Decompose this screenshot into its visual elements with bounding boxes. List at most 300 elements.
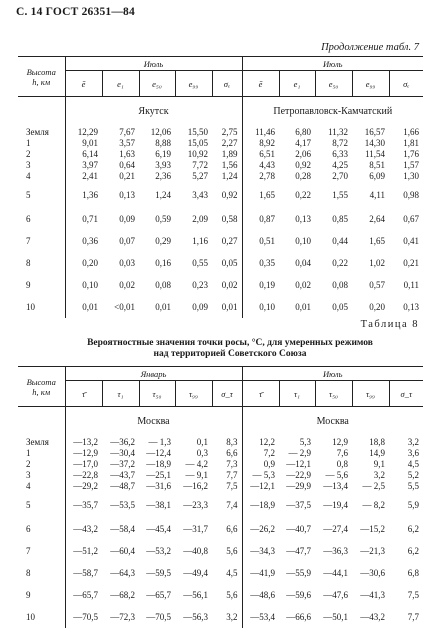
value-cell-right: 8,72 bbox=[332, 138, 349, 148]
value-cell-left: —31,6 bbox=[146, 481, 171, 491]
altitude-cell: 3 bbox=[18, 470, 65, 481]
altitude-cell: 3 bbox=[18, 160, 65, 171]
value-cell-left: —43,2 bbox=[73, 523, 98, 534]
value-cell-right: 14,9 bbox=[369, 448, 386, 458]
value-cell-right: 7,6 bbox=[336, 448, 349, 458]
value-cell-left: 0,08 bbox=[155, 279, 171, 290]
value-cell-right: 1,65 bbox=[259, 189, 276, 200]
value-cell-left: —53,2 bbox=[146, 545, 171, 556]
value-cell-right: 11,46 bbox=[255, 127, 276, 137]
table-row bbox=[18, 437, 423, 448]
value-cell-right: 0,05 bbox=[332, 301, 349, 312]
altitude-cell: 1 bbox=[18, 138, 65, 149]
value-cell-left: —51,2 bbox=[73, 545, 98, 556]
value-cell-left: 5,6 bbox=[212, 584, 242, 606]
altitude-cell: 10 bbox=[18, 606, 65, 628]
value-cell-right: 0,20 bbox=[369, 301, 386, 312]
value-cell-right: —37,5 bbox=[286, 499, 312, 510]
value-cell-right: —41,9 bbox=[250, 567, 276, 578]
value-cell-left: 1,63 bbox=[119, 149, 135, 159]
table-row bbox=[18, 230, 423, 252]
altitude-cell: 6 bbox=[18, 208, 65, 230]
value-cell-right: 6,33 bbox=[332, 149, 349, 159]
value-cell-right: 3,2 bbox=[373, 470, 386, 480]
value-cell-left: 6,19 bbox=[155, 149, 171, 159]
value-cell-left: 2,75 bbox=[212, 127, 242, 138]
value-cell-right: —12,1 bbox=[250, 481, 276, 491]
altitude-cell: 9 bbox=[18, 274, 65, 296]
value-cell-left: —59,5 bbox=[146, 567, 171, 578]
value-cell-right: 0,51 bbox=[259, 235, 276, 246]
city-left: Москва bbox=[65, 407, 242, 437]
value-cell-right: —41,3 bbox=[360, 589, 386, 600]
table-8-label: Таблица 8 bbox=[360, 319, 419, 330]
value-cell-right: 0,85 bbox=[332, 213, 349, 224]
value-cell-left: 1,56 bbox=[212, 160, 242, 171]
value-cell-left: 5,6 bbox=[212, 540, 242, 562]
table-row bbox=[18, 470, 423, 481]
table-row bbox=[18, 171, 423, 182]
value-cell-left: 1,36 bbox=[82, 189, 98, 200]
value-cell-right: —27,4 bbox=[323, 523, 349, 534]
value-cell-right: 1,65 bbox=[369, 235, 386, 246]
value-cell-left: —58,4 bbox=[110, 523, 135, 534]
value-cell-right: 4,5 bbox=[407, 459, 420, 469]
value-cell-left: —12,9 bbox=[73, 448, 98, 458]
value-cell-right: 6,09 bbox=[369, 171, 386, 181]
value-cell-right: 6,80 bbox=[295, 127, 312, 137]
table-row bbox=[18, 296, 423, 318]
col-header-right: τ̄ bbox=[242, 381, 279, 407]
value-cell-left: 0,09 bbox=[192, 301, 208, 312]
value-cell-left: —18,9 bbox=[146, 459, 171, 469]
col-header-right: e₁ bbox=[279, 71, 315, 97]
value-cell-left: 0,59 bbox=[155, 213, 171, 224]
month-right: Июль bbox=[242, 57, 423, 71]
value-cell-left: 15,50 bbox=[187, 127, 208, 137]
table-row bbox=[18, 149, 423, 160]
value-cell-left: 7,72 bbox=[192, 160, 208, 170]
value-cell-left: —12,4 bbox=[146, 448, 171, 458]
value-cell-left: 7,3 bbox=[212, 459, 242, 470]
value-cell-right: 0,21 bbox=[403, 257, 420, 268]
city-spacer bbox=[18, 97, 65, 127]
table-row bbox=[18, 127, 423, 138]
value-cell-left: —65,7 bbox=[146, 589, 171, 600]
value-cell-right: 6,2 bbox=[407, 523, 420, 534]
value-cell-right: —47,6 bbox=[323, 589, 349, 600]
value-cell-left: 7,7 bbox=[212, 470, 242, 481]
col-header-left: ē bbox=[65, 71, 102, 97]
altitude-cell: 9 bbox=[18, 584, 65, 606]
value-cell-left: 3,93 bbox=[155, 160, 171, 170]
value-cell-left: —35,7 bbox=[73, 499, 98, 510]
value-cell-right: —34,3 bbox=[250, 545, 276, 556]
value-cell-right: 6,2 bbox=[407, 545, 420, 556]
table-row bbox=[18, 448, 423, 459]
value-cell-left: 4,5 bbox=[212, 562, 242, 584]
table-row bbox=[18, 606, 423, 628]
altitude-cell: 7 bbox=[18, 230, 65, 252]
value-cell-left: —40,8 bbox=[183, 545, 208, 556]
altitude-cell: 4 bbox=[18, 481, 65, 492]
col-header-right: τ₅₀ bbox=[315, 381, 352, 407]
value-cell-left: 6,6 bbox=[212, 518, 242, 540]
value-cell-left: 0,58 bbox=[212, 208, 242, 230]
value-cell-left: —65,7 bbox=[73, 589, 98, 600]
value-cell-left: 0,05 bbox=[212, 252, 242, 274]
value-cell-right: —29,9 bbox=[286, 481, 312, 491]
value-cell-right: 0,02 bbox=[295, 279, 312, 290]
alt-header bbox=[18, 367, 65, 407]
value-cell-left: —43,7 bbox=[110, 470, 135, 480]
table-row bbox=[18, 138, 423, 149]
value-cell-right: 8,92 bbox=[259, 138, 276, 148]
value-cell-right: 0,35 bbox=[259, 257, 276, 268]
value-cell-right: —66,6 bbox=[286, 611, 312, 622]
table-8-title bbox=[40, 338, 420, 360]
value-cell-right: 4,43 bbox=[259, 160, 276, 170]
table-8-title-line-2: над территорией Советского Союза bbox=[153, 349, 307, 359]
value-cell-left: 6,6 bbox=[212, 448, 242, 459]
value-cell-left: 0,01 bbox=[155, 301, 171, 312]
value-cell-left: —30,4 bbox=[110, 448, 135, 458]
value-cell-right: — 2,5 bbox=[362, 481, 386, 491]
table-row bbox=[18, 540, 423, 562]
table-row bbox=[18, 182, 423, 208]
value-cell-right: 0,01 bbox=[295, 301, 312, 312]
col-header-left: e₅₀ bbox=[139, 71, 175, 97]
value-cell-right: —26,2 bbox=[250, 523, 276, 534]
value-cell-left: —45,4 bbox=[146, 523, 171, 534]
table-row bbox=[18, 562, 423, 584]
value-cell-left: 2,09 bbox=[192, 213, 208, 224]
value-cell-right: — 8,2 bbox=[362, 499, 386, 510]
alt-header-line-1: Высота bbox=[26, 66, 56, 77]
header-row-columns bbox=[18, 381, 423, 407]
altitude-cell: 4 bbox=[18, 171, 65, 182]
value-cell-right: —36,3 bbox=[323, 545, 349, 556]
value-cell-left: —22,8 bbox=[73, 470, 98, 480]
value-cell-left: 3,97 bbox=[82, 160, 98, 170]
value-cell-left: 0,64 bbox=[119, 160, 135, 170]
value-cell-left: 0,36 bbox=[82, 235, 98, 246]
value-cell-right: 0,92 bbox=[295, 160, 312, 170]
col-header-right: τ₁ bbox=[279, 381, 315, 407]
value-cell-left: 0,1 bbox=[196, 437, 208, 447]
value-cell-right: 3,2 bbox=[407, 437, 420, 447]
value-cell-right: 0,13 bbox=[295, 213, 312, 224]
value-cell-right: —53,4 bbox=[250, 611, 276, 622]
value-cell-right: —18,9 bbox=[250, 499, 276, 510]
value-cell-right: 0,22 bbox=[295, 189, 312, 200]
value-cell-left: 2,27 bbox=[212, 138, 242, 149]
altitude-cell: 8 bbox=[18, 252, 65, 274]
value-cell-right: 14,30 bbox=[364, 138, 386, 148]
value-cell-right: —40,7 bbox=[286, 523, 312, 534]
value-cell-left: 1,89 bbox=[212, 149, 242, 160]
value-cell-left: 1,16 bbox=[192, 235, 208, 246]
value-cell-right: 1,55 bbox=[332, 189, 349, 200]
value-cell-left: —68,2 bbox=[110, 589, 135, 600]
value-cell-left: —53,5 bbox=[110, 499, 135, 510]
value-cell-left: 9,01 bbox=[82, 138, 98, 148]
value-cell-left: 0,92 bbox=[212, 182, 242, 208]
value-cell-right: 2,70 bbox=[332, 171, 349, 181]
value-cell-right: —15,2 bbox=[360, 523, 386, 534]
value-cell-left: 2,36 bbox=[155, 171, 171, 181]
value-cell-right: 11,32 bbox=[328, 127, 349, 137]
value-cell-right: 18,8 bbox=[369, 437, 386, 447]
value-cell-left: <0,01 bbox=[114, 301, 135, 312]
value-cell-left: 0,55 bbox=[192, 257, 208, 268]
col-header-right: e₅₀ bbox=[315, 71, 352, 97]
value-cell-left: 15,05 bbox=[187, 138, 208, 148]
month-left: Июль bbox=[65, 57, 242, 71]
altitude-cell: 8 bbox=[18, 562, 65, 584]
table-row bbox=[18, 492, 423, 518]
value-cell-right: 6,51 bbox=[259, 149, 276, 159]
alt-header-line-2: h, км bbox=[32, 76, 51, 87]
value-cell-right: —44,1 bbox=[323, 567, 349, 578]
value-cell-right: —43,2 bbox=[360, 611, 386, 622]
value-cell-left: 0,23 bbox=[192, 279, 208, 290]
value-cell-left: 8,3 bbox=[212, 437, 242, 448]
value-cell-left: 0,71 bbox=[82, 213, 98, 224]
value-cell-right: 0,19 bbox=[259, 279, 276, 290]
value-cell-right: 1,02 bbox=[369, 257, 386, 268]
value-cell-left: —70,5 bbox=[146, 611, 171, 622]
header-row-month bbox=[18, 367, 423, 381]
alt-header bbox=[18, 57, 65, 97]
value-cell-left: 0,21 bbox=[119, 171, 135, 181]
value-cell-right: 2,06 bbox=[295, 149, 312, 159]
value-cell-right: 5,5 bbox=[407, 481, 420, 491]
value-cell-right: 5,9 bbox=[407, 499, 420, 510]
value-cell-left: —70,5 bbox=[73, 611, 98, 622]
value-cell-left: 0,02 bbox=[212, 274, 242, 296]
value-cell-right: 0,9 bbox=[263, 459, 276, 469]
value-cell-right: —21,3 bbox=[360, 545, 386, 556]
value-cell-right: 0,57 bbox=[369, 279, 386, 290]
value-cell-left: —13,2 bbox=[73, 437, 98, 447]
value-cell-left: —72,3 bbox=[110, 611, 135, 622]
value-cell-right: 7,7 bbox=[407, 611, 420, 622]
value-cell-right: 1,76 bbox=[403, 149, 420, 159]
value-cell-left: 0,13 bbox=[119, 189, 135, 200]
value-cell-right: — 2,9 bbox=[288, 448, 312, 458]
value-cell-left: —25,1 bbox=[146, 470, 171, 480]
value-cell-left: 0,07 bbox=[119, 235, 135, 246]
value-cell-right: 0,67 bbox=[403, 213, 420, 224]
value-cell-right: 1,66 bbox=[403, 127, 420, 137]
col-header-right: σₑ bbox=[389, 71, 423, 97]
value-cell-left: —16,2 bbox=[183, 481, 208, 491]
value-cell-right: 0,28 bbox=[295, 171, 312, 181]
value-cell-left: 0,03 bbox=[119, 257, 135, 268]
value-cell-left: — 9,1 bbox=[185, 470, 208, 480]
altitude-cell: 2 bbox=[18, 459, 65, 470]
table-row bbox=[18, 252, 423, 274]
value-cell-right: 1,57 bbox=[403, 160, 420, 170]
col-header-right: ē bbox=[242, 71, 279, 97]
table-7 bbox=[18, 56, 423, 318]
value-cell-left: —58,7 bbox=[73, 567, 98, 578]
value-cell-left: —29,2 bbox=[73, 481, 98, 491]
page-header: С. 14 ГОСТ 26351—84 bbox=[16, 6, 135, 18]
value-cell-left: —56,1 bbox=[183, 589, 208, 600]
value-cell-left: 7,67 bbox=[119, 127, 135, 137]
value-cell-right: — 5,3 bbox=[252, 470, 276, 480]
value-cell-right: 1,81 bbox=[403, 138, 420, 148]
value-cell-right: —59,6 bbox=[286, 589, 312, 600]
value-cell-right: —30,6 bbox=[360, 567, 386, 578]
value-cell-right: 7,5 bbox=[407, 589, 420, 600]
value-cell-left: 2,41 bbox=[82, 171, 98, 181]
value-cell-left: 3,2 bbox=[212, 606, 242, 628]
col-header-right: σ_τ bbox=[389, 381, 423, 407]
value-cell-right: 6,8 bbox=[407, 567, 420, 578]
altitude-cell: 5 bbox=[18, 182, 65, 208]
value-cell-left: 1,24 bbox=[212, 171, 242, 182]
value-cell-right: 2,78 bbox=[259, 171, 276, 181]
city-right: Петропавловск-Камчатский bbox=[273, 106, 393, 118]
value-cell-left: 8,88 bbox=[155, 138, 171, 148]
col-header-left: τ₉₉ bbox=[175, 381, 212, 407]
value-cell-left: 0,16 bbox=[155, 257, 171, 268]
value-cell-left: — 4,2 bbox=[185, 459, 208, 469]
col-header-left: σ_τ bbox=[212, 381, 242, 407]
col-header-left: τ̄ bbox=[65, 381, 102, 407]
table-row bbox=[18, 584, 423, 606]
value-cell-right: 0,8 bbox=[336, 459, 349, 469]
value-cell-right: 0,11 bbox=[403, 279, 420, 290]
altitude-cell: Земля bbox=[18, 127, 65, 138]
col-header-right: e₉₉ bbox=[352, 71, 389, 97]
value-cell-left: 3,43 bbox=[192, 189, 208, 200]
header-row-month bbox=[18, 57, 423, 71]
altitude-cell: 2 bbox=[18, 149, 65, 160]
alt-header-line-2: h, км bbox=[32, 386, 51, 397]
table-continuation-label: Продолжение табл. 7 bbox=[321, 42, 419, 53]
value-cell-left: 0,10 bbox=[82, 279, 98, 290]
value-cell-left: —23,3 bbox=[183, 499, 208, 510]
value-cell-right: 9,1 bbox=[373, 459, 386, 469]
value-cell-right: 0,87 bbox=[259, 213, 276, 224]
value-cell-right: —19,4 bbox=[323, 499, 349, 510]
value-cell-left: 12,06 bbox=[150, 127, 171, 137]
alt-header-line-1: Высота bbox=[26, 376, 56, 387]
month-left: Январь bbox=[65, 367, 242, 381]
value-cell-right: 4,11 bbox=[369, 189, 386, 200]
table-8-title-line-1: Вероятностные значения точки росы, °С, для умеренных режимов bbox=[87, 338, 373, 348]
city-spacer bbox=[18, 407, 65, 437]
value-cell-left: 0,02 bbox=[119, 279, 135, 290]
value-cell-right: 0,44 bbox=[332, 235, 349, 246]
col-header-right: τ₉₉ bbox=[352, 381, 389, 407]
value-cell-right: — 5,6 bbox=[325, 470, 349, 480]
value-cell-right: 12,9 bbox=[332, 437, 349, 447]
value-cell-left: —36,2 bbox=[110, 437, 135, 447]
table-row bbox=[18, 518, 423, 540]
col-header-left: τ₅₀ bbox=[139, 381, 175, 407]
value-cell-left: —56,3 bbox=[183, 611, 208, 622]
altitude-cell: 1 bbox=[18, 448, 65, 459]
city-row bbox=[18, 407, 423, 437]
value-cell-left: 10,92 bbox=[187, 149, 208, 159]
value-cell-right: 0,08 bbox=[332, 279, 349, 290]
value-cell-left: —64,3 bbox=[110, 567, 135, 578]
value-cell-left: — 1,3 bbox=[148, 437, 171, 447]
value-cell-right: 0,10 bbox=[259, 301, 276, 312]
value-cell-right: 11,54 bbox=[365, 149, 386, 159]
value-cell-right: 0,22 bbox=[332, 257, 349, 268]
value-cell-left: 0,20 bbox=[82, 257, 98, 268]
col-header-left: σₑ bbox=[212, 71, 242, 97]
table-row bbox=[18, 459, 423, 470]
table-row bbox=[18, 160, 423, 171]
value-cell-left: 5,27 bbox=[192, 171, 208, 181]
value-cell-right: 0,41 bbox=[403, 235, 420, 246]
value-cell-right: 4,17 bbox=[295, 138, 312, 148]
value-cell-right: 8,51 bbox=[369, 160, 386, 170]
table-row bbox=[18, 274, 423, 296]
altitude-cell: 10 bbox=[18, 296, 65, 318]
value-cell-left: 7,4 bbox=[212, 492, 242, 518]
table-8 bbox=[18, 366, 423, 628]
value-cell-right: 5,2 bbox=[407, 470, 420, 480]
value-cell-right: 7,2 bbox=[263, 448, 276, 458]
value-cell-right: —47,7 bbox=[286, 545, 312, 556]
city-left: Якутск bbox=[65, 97, 242, 127]
value-cell-left: —49,4 bbox=[183, 567, 208, 578]
value-cell-left: 0,29 bbox=[155, 235, 171, 246]
value-cell-right: 5,3 bbox=[299, 437, 312, 447]
value-cell-left: —48,7 bbox=[110, 481, 135, 491]
value-cell-left: —60,4 bbox=[110, 545, 135, 556]
value-cell-left: 7,5 bbox=[212, 481, 242, 492]
value-cell-left: 6,14 bbox=[82, 149, 98, 159]
value-cell-left: 0,09 bbox=[119, 213, 135, 224]
value-cell-left: 1,24 bbox=[155, 189, 171, 200]
header-row-columns bbox=[18, 71, 423, 97]
altitude-cell: Земля bbox=[18, 437, 65, 448]
value-cell-right: —12,1 bbox=[286, 459, 312, 469]
value-cell-right: 16,57 bbox=[364, 127, 386, 137]
value-cell-right: 12,2 bbox=[259, 437, 276, 447]
table-row bbox=[18, 481, 423, 492]
value-cell-left: —17,0 bbox=[73, 459, 98, 469]
value-cell-right: —13,4 bbox=[323, 481, 349, 491]
value-cell-right: 0,13 bbox=[403, 301, 420, 312]
col-header-left: e₉₉ bbox=[175, 71, 212, 97]
value-cell-right: 0,04 bbox=[295, 257, 312, 268]
altitude-cell: 7 bbox=[18, 540, 65, 562]
city-row bbox=[18, 97, 423, 127]
value-cell-right: —55,9 bbox=[286, 567, 312, 578]
value-cell-right: 4,25 bbox=[332, 160, 349, 170]
value-cell-left: —38,1 bbox=[146, 499, 171, 510]
value-cell-right: 1,30 bbox=[403, 171, 420, 181]
col-header-left: τ₁ bbox=[102, 381, 139, 407]
value-cell-right: —48,6 bbox=[250, 589, 276, 600]
value-cell-right: 3,6 bbox=[407, 448, 420, 458]
value-cell-left: 0,01 bbox=[82, 301, 98, 312]
value-cell-left: 3,57 bbox=[119, 138, 135, 148]
value-cell-left: —31,7 bbox=[183, 523, 208, 534]
col-header-left: e₁ bbox=[102, 71, 139, 97]
table-row bbox=[18, 208, 423, 230]
